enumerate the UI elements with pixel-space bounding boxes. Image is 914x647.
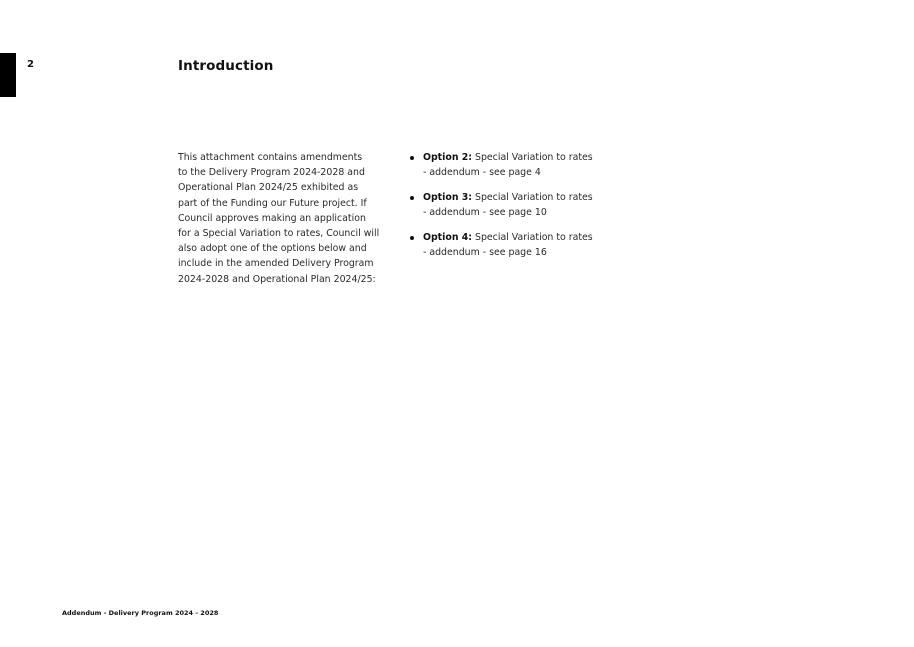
intro-line: Council approves making an application <box>178 212 366 224</box>
option-label: Option 4: <box>423 231 473 243</box>
option-item <box>410 230 600 260</box>
intro-line: part of the Funding our Future project. If <box>178 197 367 209</box>
option-text: Special Variation to rates <box>475 152 593 163</box>
intro-paragraph <box>178 150 383 287</box>
option-text: Special Variation to rates <box>475 191 593 203</box>
intro-line: Operational Plan 2024/25 exhibited as <box>178 182 359 194</box>
option-item <box>410 150 600 180</box>
option-reference: - addendum - see page 16 <box>423 247 547 259</box>
option-label: Option 2: <box>423 152 473 163</box>
intro-line: also adopt one of the options below and <box>178 243 367 255</box>
page-number: 2 <box>27 59 34 70</box>
intro-line: This attachment contains amendments <box>178 152 363 163</box>
intro-line: for a Special Variation to rates, Council will <box>178 228 380 240</box>
bullet-icon <box>410 236 414 240</box>
intro-line: include in the amended Delivery Program <box>178 258 374 270</box>
option-label: Option 3: <box>423 191 473 203</box>
page-edge-tab <box>0 53 16 97</box>
option-item <box>410 190 600 220</box>
bullet-icon <box>410 156 414 160</box>
intro-line: to the Delivery Program 2024-2028 and <box>178 167 365 179</box>
option-text: Special Variation to rates <box>475 231 593 243</box>
page-title: Introduction <box>178 58 274 74</box>
bullet-icon <box>410 196 414 200</box>
options-list <box>410 150 600 270</box>
option-reference: - addendum - see page 10 <box>423 207 547 219</box>
intro-line: 2024-2028 and Operational Plan 2024/25: <box>178 273 376 285</box>
option-reference: - addendum - see page 4 <box>423 167 541 179</box>
page-footer: Addendum - Delivery Program 2024 - 2028 <box>62 609 219 617</box>
